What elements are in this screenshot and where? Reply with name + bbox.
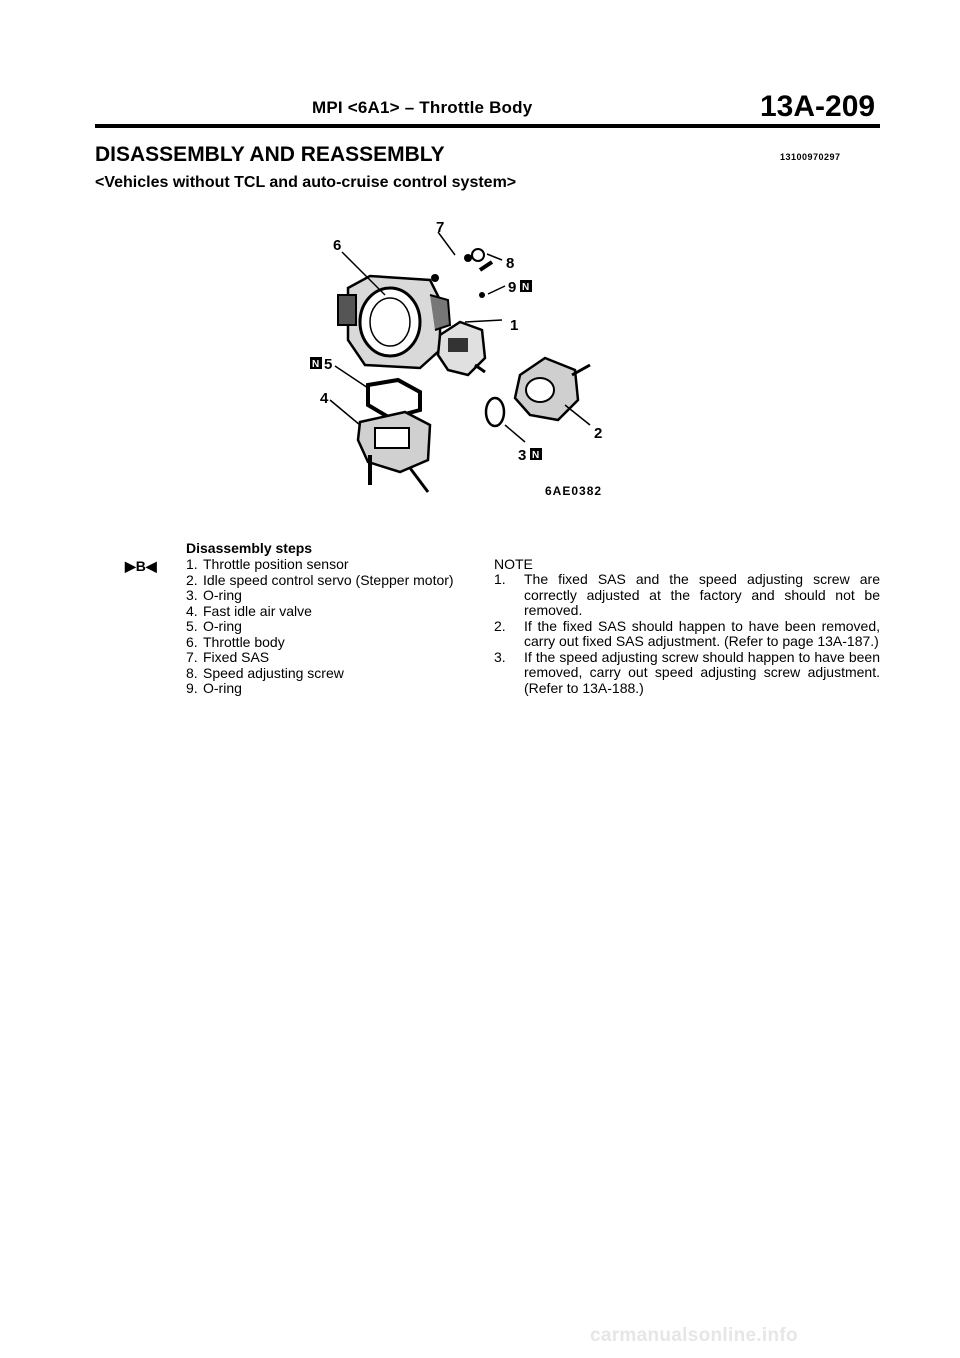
section-subtitle: <Vehicles without TCL and auto-cruise control system> (95, 174, 517, 191)
watermark: carmanualsonline.info (590, 1325, 798, 1346)
callout-9: 9 (508, 279, 517, 296)
throttle-position-sensor-illustration (438, 322, 485, 375)
new-part-badge-5-label: N (312, 359, 320, 370)
list-item: 6. Throttle body (186, 633, 285, 650)
fast-idle-air-valve-illustration (358, 412, 430, 492)
callout-4: 4 (320, 390, 329, 407)
callout-6: 6 (333, 237, 342, 254)
throttle-body-illustration (338, 276, 450, 368)
small-parts-illustration (431, 249, 492, 298)
list-item: 1. Throttle position sensor (186, 556, 349, 572)
note-list (494, 572, 880, 696)
list-item: 9. O-ring (186, 680, 242, 696)
disassembly-steps-title: Disassembly steps (186, 540, 313, 556)
list-item: 2. If the fixed SAS should happen to have been removed, carry out fixed SAS adjustment. (Refer to page 13A-187.) (494, 617, 880, 649)
callout-8: 8 (506, 255, 515, 272)
page-number: 13A-209 (760, 90, 876, 123)
callout-2: 2 (594, 425, 603, 442)
new-part-badge-3-label: N (532, 450, 540, 461)
reassembly-marker: ▶B◀ (125, 558, 157, 574)
throttle-body-exploded-diagram (290, 200, 660, 500)
new-part-badge-9-label: N (522, 282, 530, 293)
callout-5: 5 (324, 356, 333, 373)
figure-code: 6AE0382 (545, 484, 603, 498)
list-item: 5. O-ring (186, 618, 242, 634)
callout-3: 3 (518, 447, 527, 464)
section-title: DISASSEMBLY AND REASSEMBLY (95, 143, 445, 166)
note-title: NOTE (494, 556, 533, 572)
list-item: 4. Fast idle air valve (186, 602, 312, 619)
list-item: 7. Fixed SAS (186, 649, 270, 665)
callout-7: 7 (436, 219, 445, 236)
o-ring-3-illustration (486, 398, 504, 426)
header-title: MPI <6A1> – Throttle Body (312, 98, 533, 117)
list-item: 2. Idle speed control servo (Stepper motor) (186, 571, 454, 588)
header-rule (95, 124, 880, 128)
list-item: 8. Speed adjusting screw (186, 664, 344, 681)
callout-1: 1 (510, 317, 519, 334)
o-ring-5-illustration (368, 380, 420, 418)
list-item: 3. If the speed adjusting screw should happen to have been removed, carry out speed adjusting screw adjustment. (Refer to 13A-188.) (494, 648, 880, 696)
doc-code: 13100970297 (780, 152, 841, 162)
list-item: 3. O-ring (186, 587, 242, 603)
disassembly-steps-list (186, 557, 476, 697)
list-item: 1. The fixed SAS and the speed adjusting screw are correctly adjusted at the factory and should not be removed. (494, 571, 880, 618)
idle-speed-control-servo-illustration (515, 358, 590, 420)
